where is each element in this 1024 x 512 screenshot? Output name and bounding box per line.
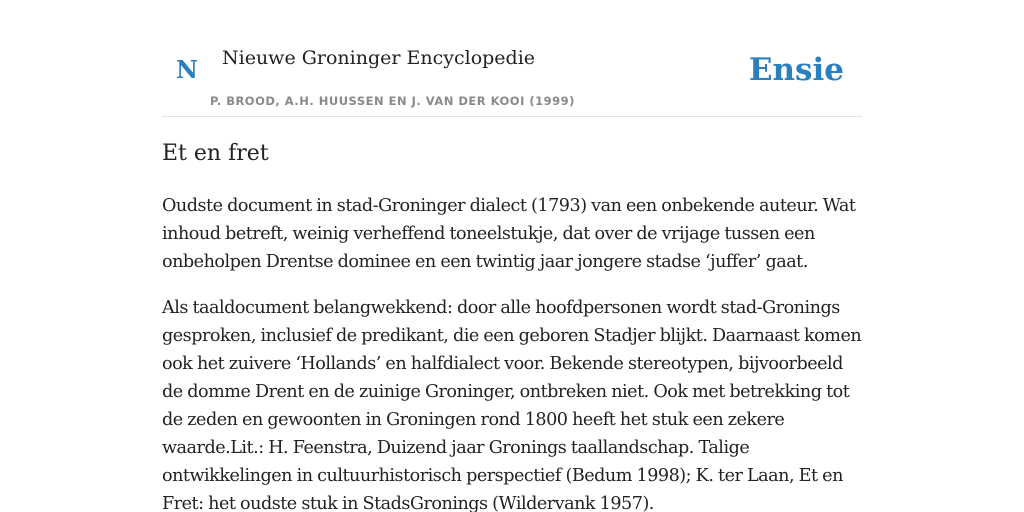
entry-paragraph: Oudste document in stad-Groninger dialect (1793) van een onbekende auteur. Wat inhoud betreft, weinig verheffend toneelstukje, dat over de vrijage tussen een onbeholpen Drentse dominee en een twintig jaar jongere stadse ‘juffer’ gaat.	[162, 196, 856, 272]
entry-paragraph: Als taaldocument belangwekkend: door alle hoofdpersonen wordt stad-Gronings gesproken, inclusief de predikant, die een geboren Stadjer blijkt. Daarnaast komen ook het zuivere ‘Hollands’ en halfdialect voor. Bekende stereotypen, bijvoorbeeld de domme Drent en de zuinige Groninger, ontbreken niet. Ook met betrekking tot de zeden en gewoonten in Groningen rond 1800 heeft het stuk een zekere waarde.Lit.: H. Feenstra, Duizend jaar Gronings taallandschap. Talige ontwikkelingen in cultuurhistorisch perspectief (Bedum 1998); K. ter Laan, Et en Fret: het oudste stuk in StadsGronings (Wildervank 1957).	[162, 298, 862, 512]
page-header	[162, 0, 862, 117]
ensie-logo-link[interactable]: Ensie	[748, 52, 844, 88]
book-authors: P. BROOD, A.H. HUUSSEN EN J. VAN DER KOOI (1999)	[210, 94, 575, 108]
book-title[interactable]: Nieuwe Groninger Encyclopedie	[222, 47, 536, 69]
book-logo-icon[interactable]: N	[176, 55, 198, 84]
entry-body	[162, 192, 862, 512]
entry-title: Et en fret	[162, 141, 269, 166]
